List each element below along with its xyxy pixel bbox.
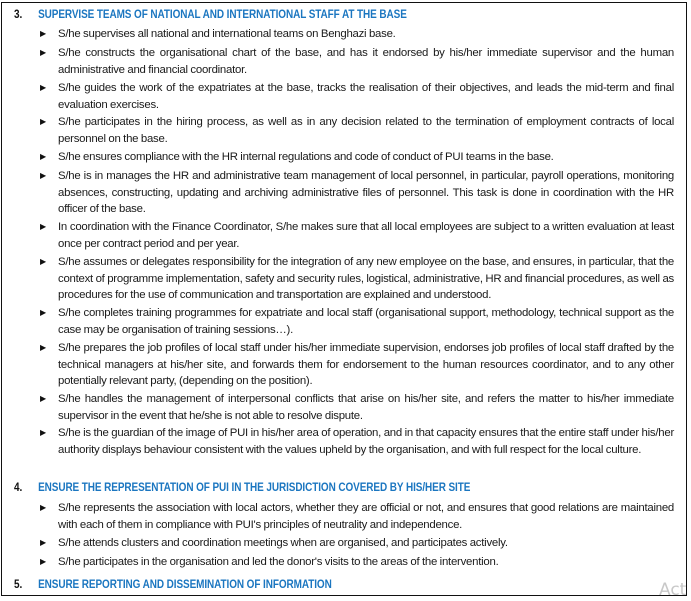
list-item: [40, 500, 674, 533]
section-heading-5: [14, 578, 332, 591]
triangle-right-icon: ▶: [40, 538, 47, 547]
list-item-text: In coordination with the Finance Coordinator, S/he makes sure that all local employees are subject to a written evaluation at least once per contract period and per year.: [58, 221, 674, 250]
triangle-right-icon: ▶: [40, 428, 47, 437]
triangle-right-icon: ▶: [40, 48, 47, 57]
section-heading-4: [14, 481, 470, 494]
triangle-right-icon: ▶: [40, 257, 47, 266]
list-item: [40, 114, 674, 147]
section-title: ENSURE REPORTING AND DISSEMINATION OF INFORMATION: [38, 578, 332, 591]
triangle-right-icon: ▶: [40, 557, 47, 566]
triangle-right-icon: ▶: [40, 343, 47, 352]
list-item-text: S/he completes training programmes for expatriate and local staff (organisational support, methodology, technical support as the case may be organisation of training sessions…).: [58, 307, 674, 336]
triangle-right-icon: ▶: [40, 83, 47, 92]
list-item-text: S/he is in manages the HR and administrative team management of local personnel, in particular, payroll operations, monitoring absences, constructing, updating and archiving administrative files of personnel. This task is done in coordination with the HR officer of the base.: [58, 170, 674, 216]
triangle-right-icon: ▶: [40, 117, 47, 126]
section-title: ENSURE THE REPRESENTATION OF PUI IN THE JURISDICTION COVERED BY HIS/HER SITE: [38, 481, 471, 494]
triangle-right-icon: ▶: [40, 308, 47, 317]
list-item: [40, 80, 674, 113]
list-item: [40, 219, 674, 252]
triangle-right-icon: ▶: [40, 222, 47, 231]
list-item-text: S/he constructs the organisational chart of the base, and has it endorsed by his/her immediate supervisor and the human administrative and financial coordinator.: [58, 47, 674, 76]
section-title: SUPERVISE TEAMS OF NATIONAL AND INTERNATIONAL STAFF AT THE BASE: [38, 8, 407, 21]
list-item: [40, 340, 674, 390]
list-item: [40, 45, 674, 78]
list-item: [40, 425, 674, 458]
list-item: [40, 168, 674, 218]
list-item-text: S/he participates in the organisation and led the donor's visits to the areas of the intervention.: [58, 556, 499, 568]
triangle-right-icon: ▶: [40, 394, 47, 403]
list-item-text: S/he prepares the job profiles of local staff under his/her immediate supervision, endorses job profiles of local staff drafted by the technical managers at his/her site, and forwards them for endorsement to the human resources coordinator, and to any other potentially relevant party, (depending on the position).: [58, 342, 674, 388]
list-item: [40, 535, 674, 552]
list-item: [40, 554, 674, 571]
list-item-text: S/he supervises all national and international teams on Benghazi base.: [58, 28, 396, 40]
list-item: [40, 391, 674, 424]
section-number: 5.: [14, 578, 23, 591]
triangle-right-icon: ▶: [40, 152, 47, 161]
list-item-text: S/he ensures compliance with the HR internal regulations and code of conduct of PUI teams in the base.: [58, 151, 554, 163]
section-number: 4.: [14, 481, 23, 494]
list-item: [40, 305, 674, 338]
list-item: [40, 254, 674, 304]
list-item-text: S/he handles the management of interpersonal conflicts that arise on his/her site, and refers the matter to his/her immediate supervisor in the event that he/she is not able to resolve dispute.: [58, 393, 674, 422]
list-item-text: S/he participates in the hiring process, as well as in any decision related to the termination of employment contracts of local personnel on the base.: [58, 116, 674, 145]
activation-watermark: Act: [659, 580, 687, 600]
list-item-text: S/he assumes or delegates responsibility for the integration of any new employee on the base, and ensures, in particular, that the context of programme implementation, safety and security rules, logistical, administrative, HR and financial procedures, as well as procedures for the use of communication and transportation are explained and understood.: [58, 256, 674, 302]
list-item-text: S/he represents the association with local actors, whether they are official or not, and ensures that good relations are maintained with each of them in compliance with PUI's principles of neutrality and independence.: [58, 502, 674, 531]
section-number: 3.: [14, 8, 23, 21]
triangle-right-icon: ▶: [40, 503, 47, 512]
list-item-text: S/he attends clusters and coordination meetings when are organised, and participates actively.: [58, 537, 508, 549]
triangle-right-icon: ▶: [40, 29, 47, 38]
triangle-right-icon: ▶: [40, 171, 47, 180]
list-item: [40, 149, 674, 166]
list-item: [40, 26, 674, 43]
list-item-text: S/he guides the work of the expatriates at the base, tracks the realisation of their objectives, and leads the mid-term and final evaluation exercises.: [58, 82, 674, 111]
list-item-text: S/he is the guardian of the image of PUI in his/her area of operation, and in that capacity ensures that the entire staff under his/her authority displays behaviour consistent with the values upheld by the organisation, and with full respect for the local culture.: [58, 427, 674, 456]
section-heading-3: [14, 8, 407, 21]
